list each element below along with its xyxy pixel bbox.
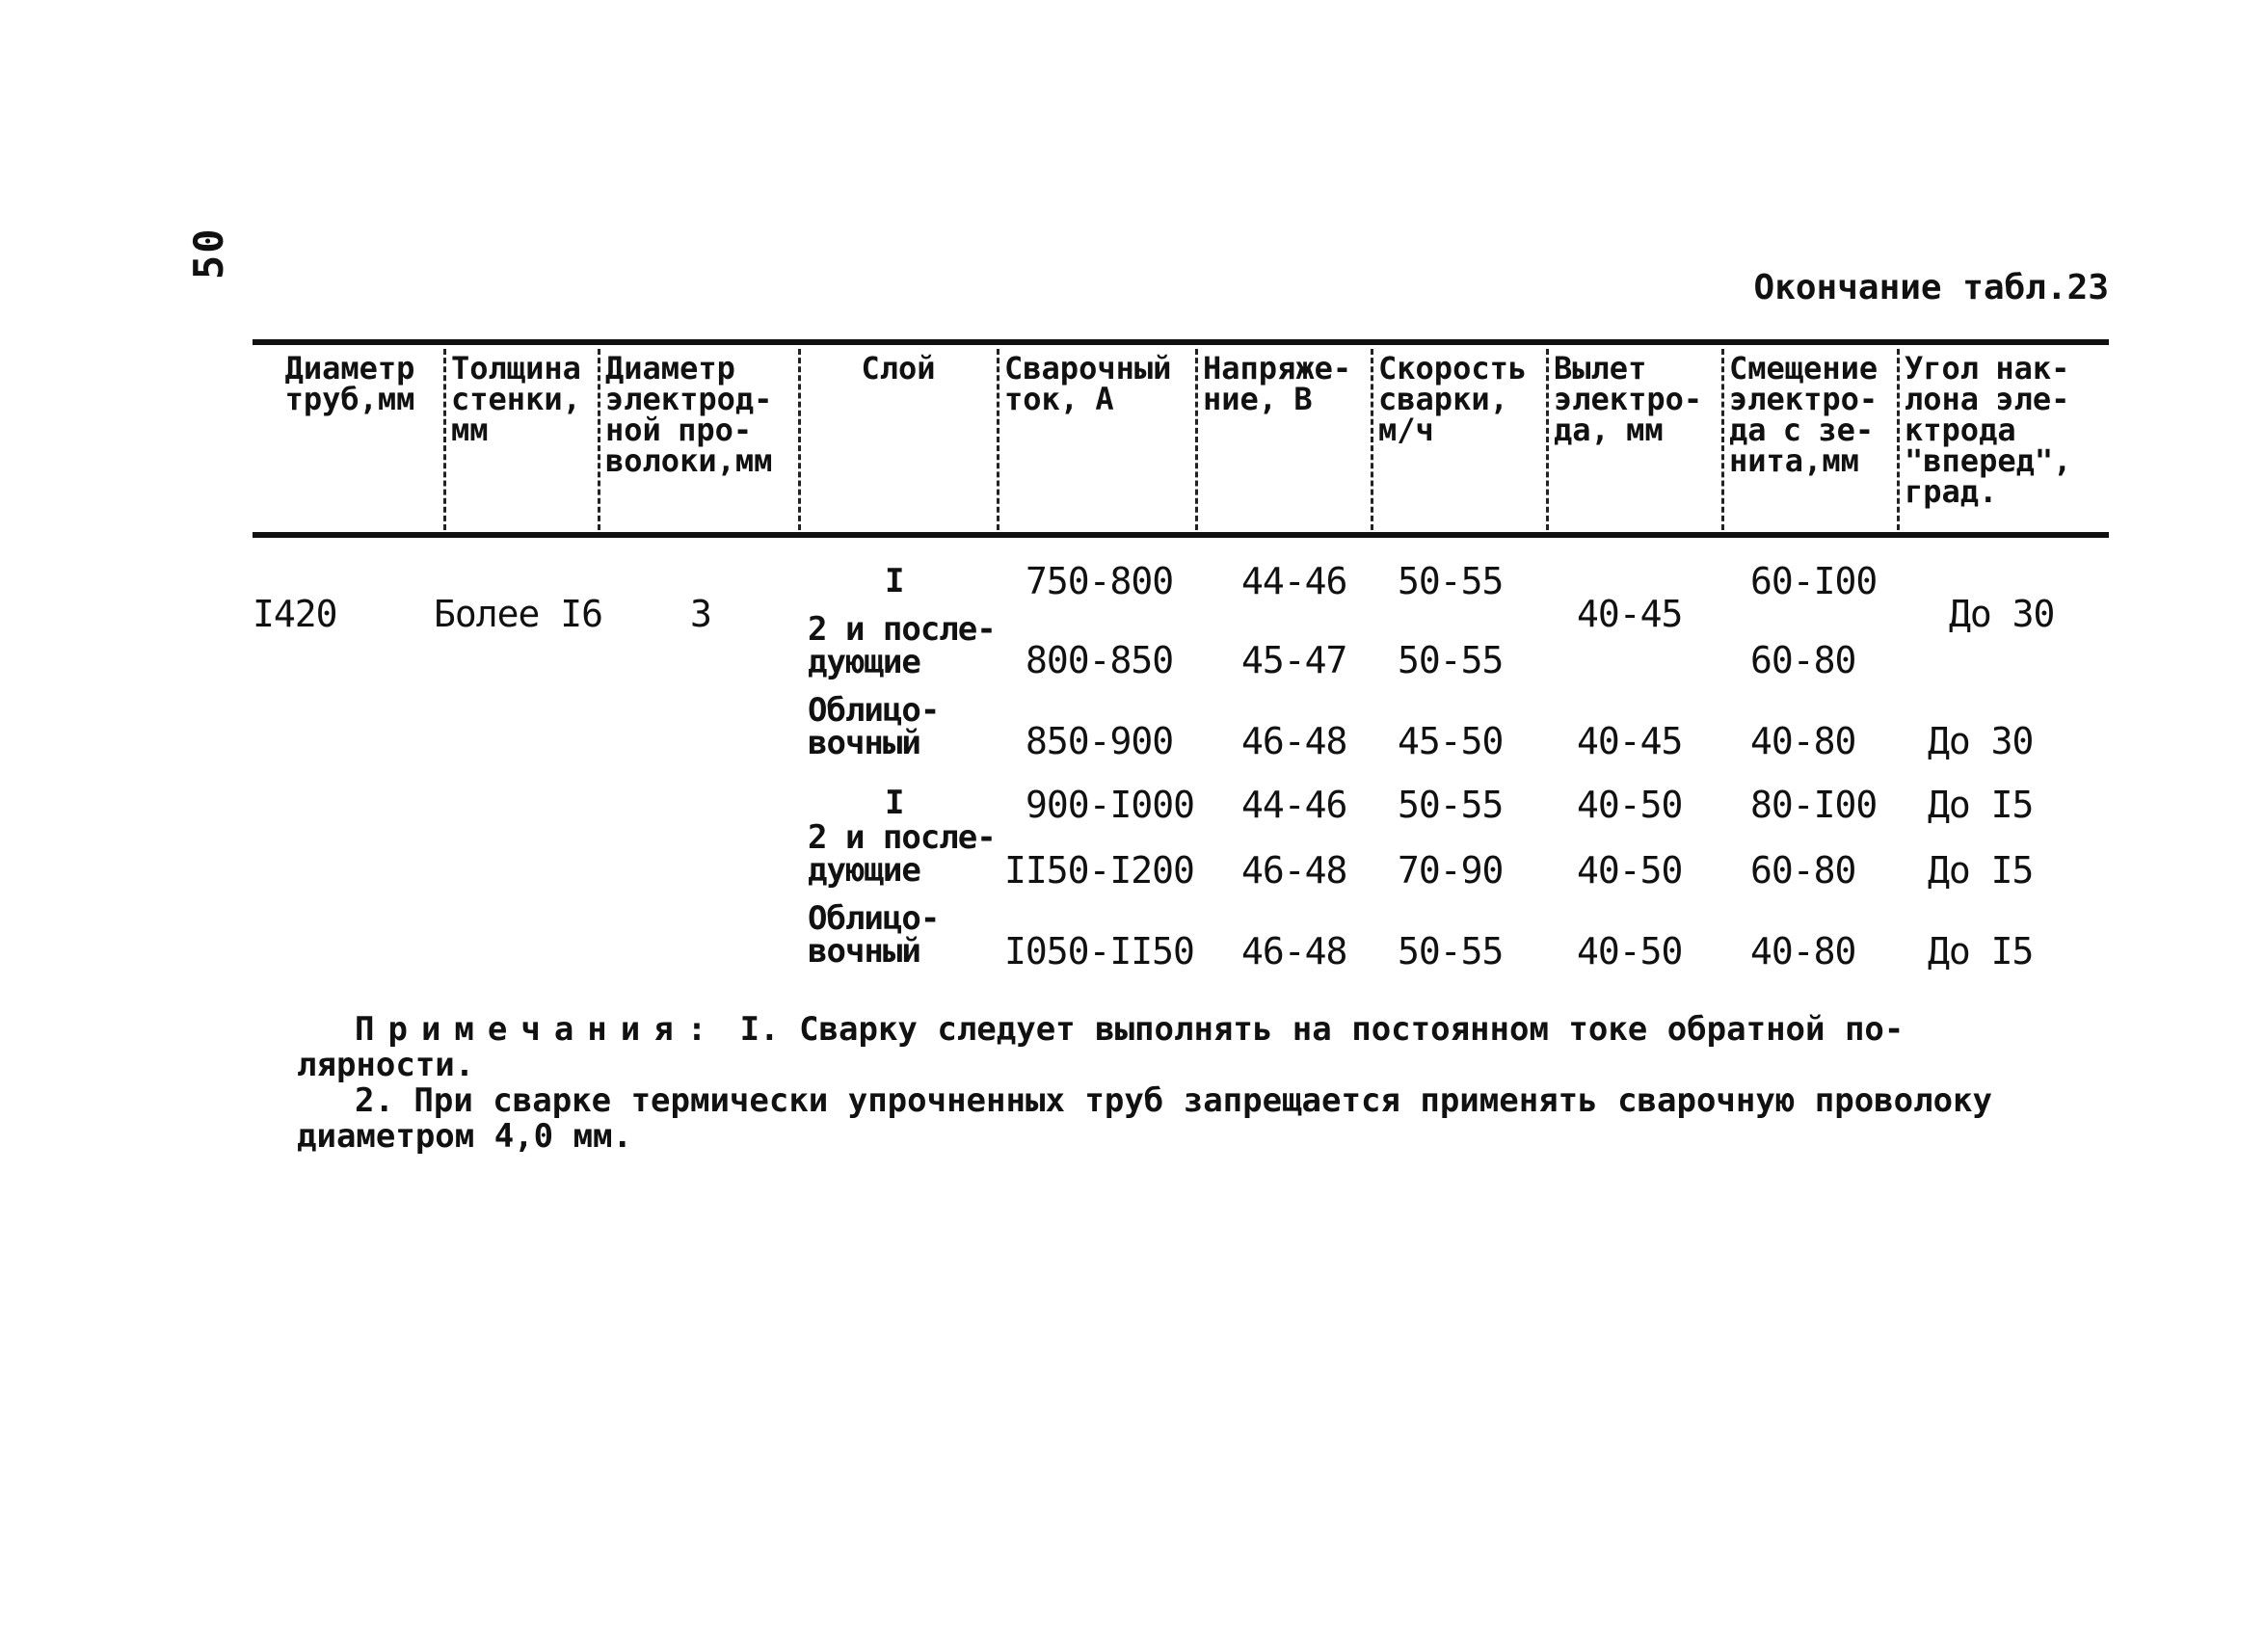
notes-line-3: 2. При сварке термически упрочненных труб запрещается применять сварочную проволоку — [355, 1081, 1992, 1120]
cell-stickout: 40-50 — [1577, 849, 1683, 892]
header-diameter: Диаметр труб,мм — [284, 350, 415, 417]
cell-angle: До I5 — [1928, 930, 2034, 973]
cell-offset: 60-80 — [1750, 849, 1856, 892]
cell-voltage: 46-48 — [1241, 849, 1347, 892]
notes-line-4: диаметром 4,0 мм. — [297, 1117, 632, 1156]
table-header-bottom-rule — [253, 532, 2109, 538]
cell-voltage: 44-46 — [1241, 560, 1347, 602]
header-layer: Слой — [861, 350, 936, 386]
cell-angle: До 30 — [1928, 720, 2034, 762]
header-stickout: Вылет электро- да, мм — [1554, 350, 1703, 448]
header-voltage: Напряже- ние, В — [1203, 350, 1352, 417]
cell-layer: 2 и после- — [808, 610, 996, 649]
cell-angle-merged: До 30 — [1949, 593, 2055, 635]
cell-layer: дующие — [808, 851, 920, 890]
cell-thickness: Более I6 — [434, 593, 603, 635]
notes-line-1 — [355, 1012, 2118, 1048]
cell-stickout-merged: 40-45 — [1577, 593, 1683, 635]
cell-offset: 40-80 — [1750, 930, 1856, 973]
cell-speed: 50-55 — [1398, 930, 1504, 973]
notes-line-2: лярности. — [297, 1046, 475, 1084]
cell-current: I050-II50 — [1004, 930, 1194, 973]
cell-layer: 2 и после- — [808, 818, 996, 857]
cell-layer: I — [885, 784, 904, 822]
cell-layer: Облицо- — [808, 691, 940, 730]
cell-angle: До I5 — [1928, 849, 2034, 892]
header-offset: Смещение электро- да с зе- нита,мм — [1729, 350, 1879, 479]
cell-offset: 60-80 — [1750, 639, 1856, 681]
header-speed: Скорость сварки, м/ч — [1378, 350, 1528, 448]
cell-current: 750-800 — [1026, 560, 1174, 602]
cell-angle: До I5 — [1928, 784, 2034, 826]
cell-speed: 45-50 — [1398, 720, 1504, 762]
note-1-text: I. Сварку следует выполнять на постоянном токе обратной по- — [739, 1010, 1905, 1049]
header-thickness: Толщина стенки, мм — [451, 350, 581, 448]
cell-layer: вочный — [808, 932, 920, 971]
cell-diameter: I420 — [253, 593, 337, 635]
cell-stickout: 40-50 — [1577, 930, 1683, 973]
cell-current: II50-I200 — [1004, 849, 1194, 892]
cell-voltage: 44-46 — [1241, 784, 1347, 826]
cell-offset: 80-I00 — [1750, 784, 1878, 826]
cell-speed: 50-55 — [1398, 639, 1504, 681]
cell-offset: 60-I00 — [1750, 560, 1878, 602]
cell-current: 800-850 — [1026, 639, 1174, 681]
cell-speed: 50-55 — [1398, 784, 1504, 826]
cell-voltage: 46-48 — [1241, 930, 1347, 973]
cell-layer: Облицо- — [808, 899, 940, 938]
header-current: Сварочный ток, А — [1004, 350, 1172, 417]
cell-voltage: 45-47 — [1241, 639, 1347, 681]
cell-current: 850-900 — [1026, 720, 1174, 762]
cell-current: 900-I000 — [1026, 784, 1195, 826]
cell-wire-diameter: 3 — [690, 593, 711, 635]
cell-voltage: 46-48 — [1241, 720, 1347, 762]
cell-offset: 40-80 — [1750, 720, 1856, 762]
cell-speed: 50-55 — [1398, 560, 1504, 602]
page-number: 50 — [185, 226, 232, 280]
table-caption: Окончание табл.23 — [1753, 268, 2109, 307]
cell-stickout: 40-45 — [1577, 720, 1683, 762]
cell-layer: вочный — [808, 724, 920, 762]
cell-layer: I — [885, 562, 904, 600]
cell-layer: дующие — [808, 643, 920, 681]
cell-stickout: 40-50 — [1577, 784, 1683, 826]
notes-label: Примечания: — [355, 1010, 721, 1049]
table-top-rule — [253, 339, 2109, 345]
cell-speed: 70-90 — [1398, 849, 1504, 892]
notes — [297, 1010, 2118, 1156]
header-angle: Угол нак- лона эле- ктрода "вперед", град. — [1905, 350, 2072, 510]
header-wire-diameter: Диаметр электрод- ной про- волоки,мм — [605, 350, 773, 479]
